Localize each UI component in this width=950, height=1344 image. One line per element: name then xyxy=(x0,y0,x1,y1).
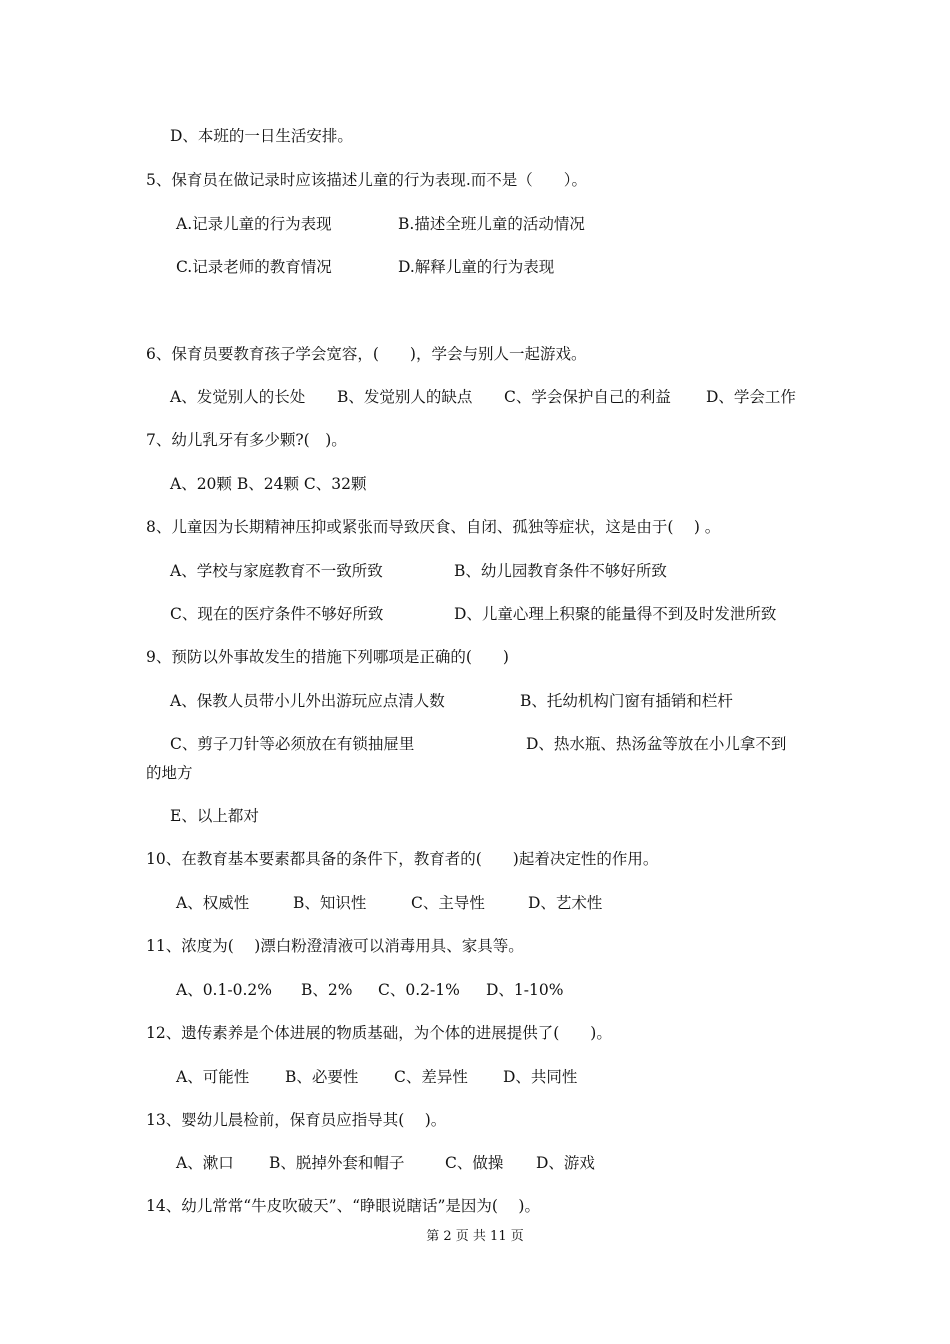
q5-options-row-2 xyxy=(0,257,950,277)
q7-options: A、20颗 B、24颗 C、32颗 xyxy=(170,475,367,493)
q10-option-a: A、权威性 xyxy=(176,894,250,912)
q10-options-row xyxy=(0,893,950,913)
q11-options-row xyxy=(0,980,950,1000)
q9-question: 9、预防以外事故发生的措施下列哪项是正确的( ) xyxy=(146,648,509,666)
q10-option-b: B、知识性 xyxy=(293,894,367,912)
q9-option-c: C、剪子刀针等必须放在有锁抽屉里 xyxy=(170,735,415,753)
q9-options-row-1 xyxy=(0,691,950,711)
q8-option-b: B、幼儿园教育条件不够好所致 xyxy=(454,562,667,580)
q13-option-c: C、做操 xyxy=(445,1154,504,1172)
q13-options-row xyxy=(0,1153,950,1173)
q5-option-a: A.记录儿童的行为表现 xyxy=(176,215,332,233)
q9-option-d: D、热水瓶、热汤盆等放在小儿拿不到 xyxy=(526,735,787,753)
page-number: 第 2 页 共 11 页 xyxy=(426,1229,524,1244)
q8-option-a: A、学校与家庭教育不一致所致 xyxy=(170,562,383,580)
q9-option-b: B、托幼机构门窗有插销和栏杆 xyxy=(520,692,733,710)
q12-question: 12、遗传素养是个体进展的物质基础，为个体的进展提供了( )。 xyxy=(146,1024,612,1042)
q11-option-a: A、0.1-0.2% xyxy=(176,981,272,999)
q12-option-c: C、差异性 xyxy=(394,1068,468,1086)
q12-options-row xyxy=(0,1067,950,1087)
q8-options-row-2 xyxy=(0,604,950,624)
q12-option-d: D、共同性 xyxy=(503,1068,578,1086)
q13-question: 13、婴幼儿晨检前，保育员应指导其( )。 xyxy=(146,1111,447,1129)
q6-options-row xyxy=(0,387,950,407)
q5-option-d: D.解释儿童的行为表现 xyxy=(398,258,555,276)
q8-question: 8、儿童因为长期精神压抑或紧张而导致厌食、自闭、孤独等症状，这是由于( ) 。 xyxy=(146,518,721,536)
q11-option-b: B、2% xyxy=(301,981,353,999)
q5-options-row-1 xyxy=(0,214,950,234)
q11-option-d: D、1-10% xyxy=(486,981,564,999)
q11-option-c: C、0.2-1% xyxy=(378,981,460,999)
q8-option-d: D、儿童心理上积聚的能量得不到及时发泄所致 xyxy=(454,605,777,623)
q5-option-b: B.描述全班儿童的活动情况 xyxy=(398,215,585,233)
q12-option-a: A、可能性 xyxy=(176,1068,250,1086)
q9-option-d-continuation: 的地方 xyxy=(146,764,193,782)
q6-option-b: B、发觉别人的缺点 xyxy=(337,388,473,406)
q6-option-d: D、学会工作 xyxy=(706,388,796,406)
q14-question: 14、幼儿常常“牛皮吹破天”、“睁眼说瞎话”是因为( )。 xyxy=(146,1197,540,1215)
q6-option-c: C、学会保护自己的利益 xyxy=(504,388,671,406)
q9-option-e: E、以上都对 xyxy=(170,807,259,825)
q13-option-d: D、游戏 xyxy=(536,1154,595,1172)
q4-option-d: D、本班的一日生活安排。 xyxy=(170,127,353,145)
q10-option-d: D、艺术性 xyxy=(528,894,603,912)
q13-option-a: A、漱口 xyxy=(176,1154,234,1172)
q8-option-c: C、现在的医疗条件不够好所致 xyxy=(170,605,384,623)
q5-question: 5、保育员在做记录时应该描述儿童的行为表现.而不是（ ）。 xyxy=(146,171,588,189)
q6-option-a: A、发觉别人的长处 xyxy=(170,388,306,406)
q5-option-c: C.记录老师的教育情况 xyxy=(176,258,332,276)
q11-question: 11、浓度为( )漂白粉澄清液可以消毒用具、家具等。 xyxy=(146,937,524,955)
q7-question: 7、幼儿乳牙有多少颗?( )。 xyxy=(146,431,347,449)
q9-option-a: A、保教人员带小儿外出游玩应点清人数 xyxy=(170,692,445,710)
q10-question: 10、在教育基本要素都具备的条件下，教育者的( )起着决定性的作用。 xyxy=(146,850,659,868)
q6-question: 6、保育员要教育孩子学会宽容，( )，学会与别人一起游戏。 xyxy=(146,345,587,363)
q13-option-b: B、脱掉外套和帽子 xyxy=(269,1154,405,1172)
q12-option-b: B、必要性 xyxy=(285,1068,359,1086)
q8-options-row-1 xyxy=(0,561,950,581)
q9-options-row-2 xyxy=(0,734,950,754)
q10-option-c: C、主导性 xyxy=(411,894,485,912)
